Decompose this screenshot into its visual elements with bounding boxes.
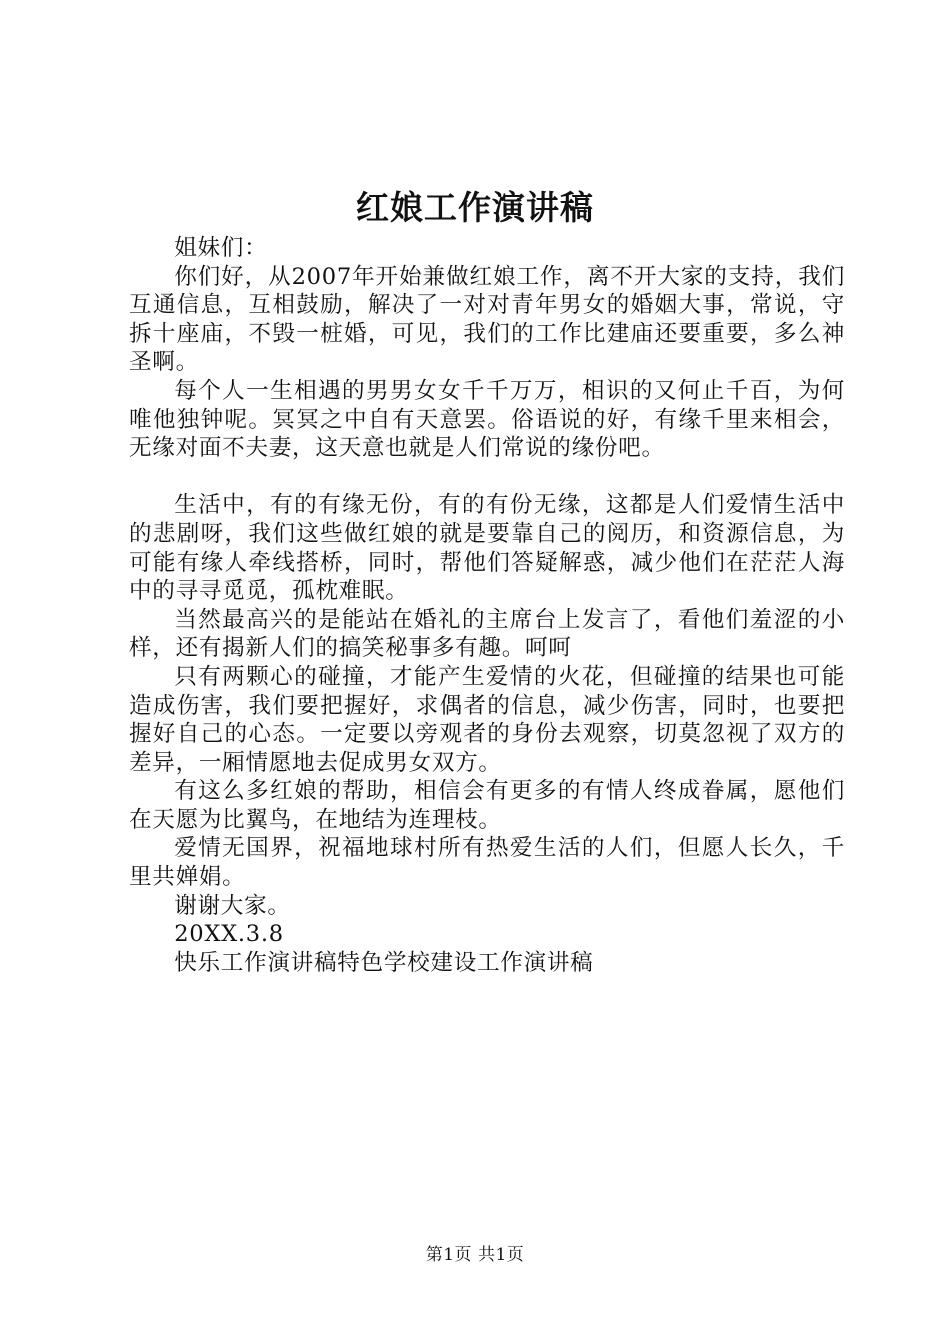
paragraph: 你们好，从2007年开始兼做红娘工作，离不开大家的支持，我们互通信息，互相鼓励，解决了一对对青年男女的婚姻大事，常说，守拆十座庙，不毁一桩婚，可见，我们的工作比建庙还要重要，多么神圣啊。 xyxy=(129,263,845,376)
document-title: 红娘工作演讲稿 xyxy=(356,188,594,227)
page-footer: 第1页 共1页 xyxy=(425,1245,525,1265)
paragraph: 每个人一生相遇的男男女女千千万万，相识的又何止千百，为何唯他独钟呢。冥冥之中自有天意罢。俗语说的好，有缘千里来相会，无缘对面不夫妻，这天意也就是人们常说的缘份吧。 xyxy=(129,377,845,462)
closing-thanks: 谢谢大家。 xyxy=(174,892,291,919)
greeting: 姐妹们： xyxy=(174,235,268,261)
paragraph: 爱情无国界，祝福地球村所有热爱生活的人们，但愿人长久，千里共婵娟。 xyxy=(129,835,845,891)
document-body xyxy=(129,234,845,977)
paragraph: 生活中，有的有缘无份，有的有份无缘，这都是人们爱情生活中的悲剧呀，我们这些做红娘的就是要靠自己的阅历，和资源信息，为可能有缘人牵线搭桥，同时，帮他们答疑解惑，减少他们在茫茫人海中的寻寻觅觅，孤枕难眠。 xyxy=(129,492,845,605)
related-titles: 快乐工作演讲稿特色学校建设工作演讲稿 xyxy=(174,949,594,976)
paragraph: 当然最高兴的是能站在婚礼的主席台上发言了，看他们羞涩的小样，还有揭新人们的搞笑秘事多有趣。呵呵 xyxy=(129,606,845,662)
paragraph: 有这么多红娘的帮助，相信会有更多的有情人终成眷属，愿他们在天愿为比翼鸟，在地结为连理枝。 xyxy=(129,778,845,833)
paragraph: 只有两颗心的碰撞，才能产生爱情的火花，但碰撞的结果也可能造成伤害，我们要把握好，求偶者的信息，减少伤害，同时，也要把握好自己的心态。一定要以旁观者的身份去观察，切莫忽视了双方的差异，一厢情愿地去促成男女双方。 xyxy=(129,663,845,776)
document-date: 20XX.3.8 xyxy=(174,921,284,948)
